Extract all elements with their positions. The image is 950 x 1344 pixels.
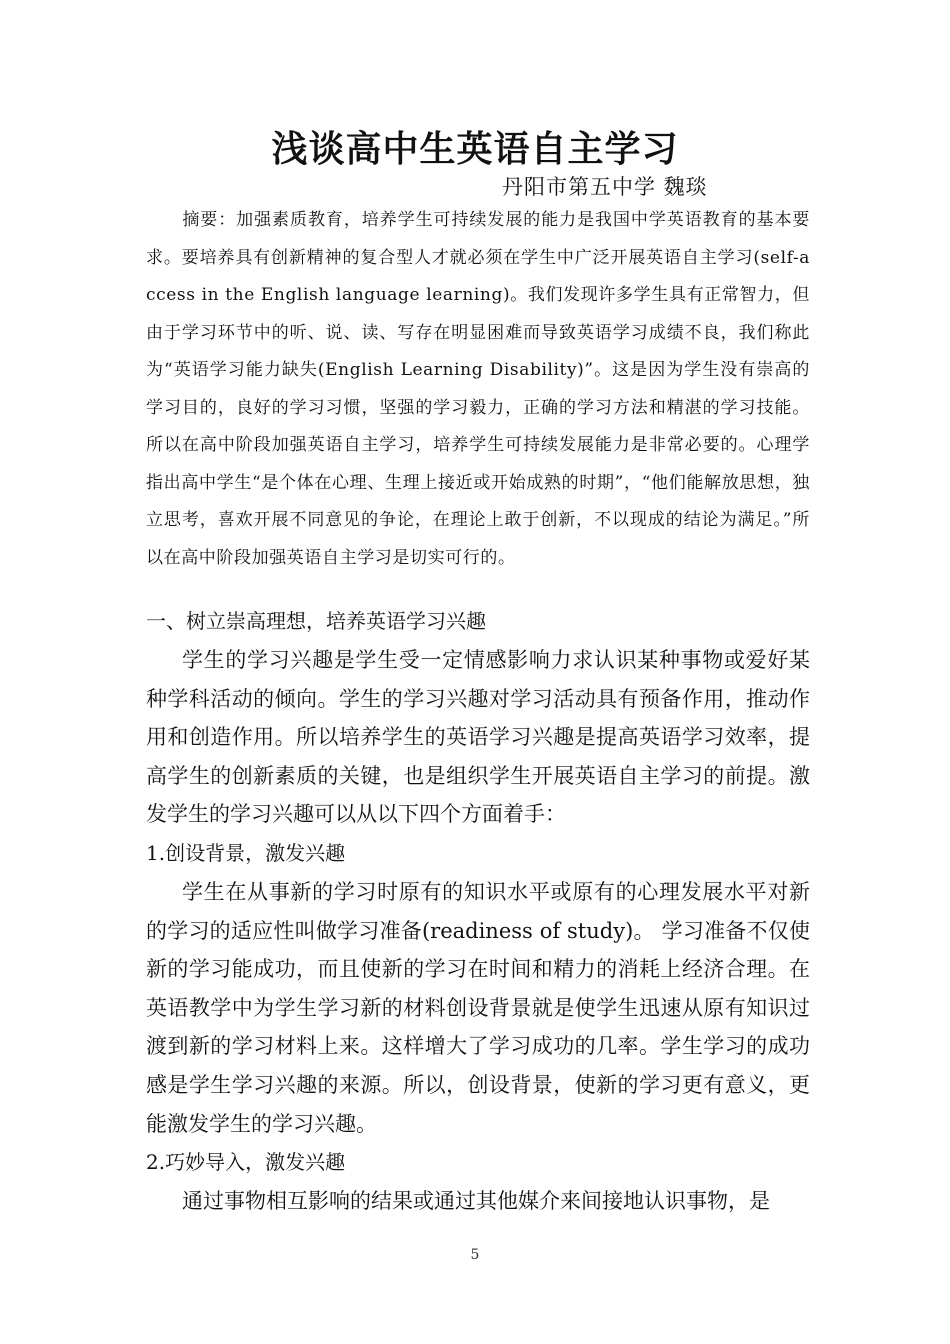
page-number: 5 [470, 1247, 480, 1263]
document-title: 浅谈高中生英语自主学习 [271, 129, 679, 170]
section-paragraph-1: 学生的学习兴趣是学生受一定情感影响力求认识某种事物或爱好某种学科活动的倾向。学生的学习兴趣对学习活动具有预备作用，推动作用和创造作用。所以培养学生的英语学习兴趣是提高英语学习效率，提高学生的创新素质的关键，也是组织学生开展英语自主学习的前提。激发学生的学习兴趣可以从以下四个方面着手： [146, 648, 810, 827]
author-line: 丹阳市第五中学 魏琰 [502, 175, 708, 199]
document-body [146, 602, 810, 1221]
section-heading-1: 一、树立崇高理想，培养英语学习兴趣 [146, 609, 486, 633]
subsection-heading-1: 1.创设背景，激发兴趣 [146, 840, 346, 865]
subsection-heading-2: 2.巧妙导入，激发兴趣 [146, 1150, 346, 1175]
abstract-paragraph [146, 202, 810, 577]
subsection-paragraph-2: 通过事物相互影响的结果或通过其他媒介来间接地认识事物，是 [182, 1189, 770, 1214]
abstract-text: 摘要：加强素质教育，培养学生可持续发展的能力是我国中学英语教育的基本要求。要培养具有创新精神的复合型人才就必须在学生中广泛开展英语自主学习(self-access in the English language learning)。我们发现许多学生具有正常智力，但由于学习环节中的听、说、读、写存在明显困难而导致英语学习成绩不良，我们称此为“英语学习能力缺失(English Learning Disability)”。这是因为学生没有崇高的学习目的，良好的学习习惯，坚强的学习毅力，正确的学习方法和精湛的学习技能。所以在高中阶段加强英语自主学习，培养学生可持续发展能力是非常必要的。心理学指出高中学生“是个体在心理、生理上接近或开始成熟的时期”，“他们能解放思想，独立思考，喜欢开展不同意见的争论，在理论上敢于创新，不以现成的结论为满足。”所以在高中阶段加强英语自主学习是切实可行的。 [146, 210, 810, 568]
subsection-paragraph-1: 学生在从事新的学习时原有的知识水平或原有的心理发展水平对新的学习的适应性叫做学习准备(readiness of study)。 学习准备不仅使新的学习能成功，而且使新的学习在时间和精力的消耗上经济合理。在英语教学中为学生学习新的材料创设背景就是使学生迅速从原有知识过渡到新的学习材料上来。这样增大了学习成功的几率。学生学习的成功感是学生学习兴趣的来源。所以，创设背景，使新的学习更有意义，更能激发学生的学习兴趣。 [146, 879, 810, 1136]
